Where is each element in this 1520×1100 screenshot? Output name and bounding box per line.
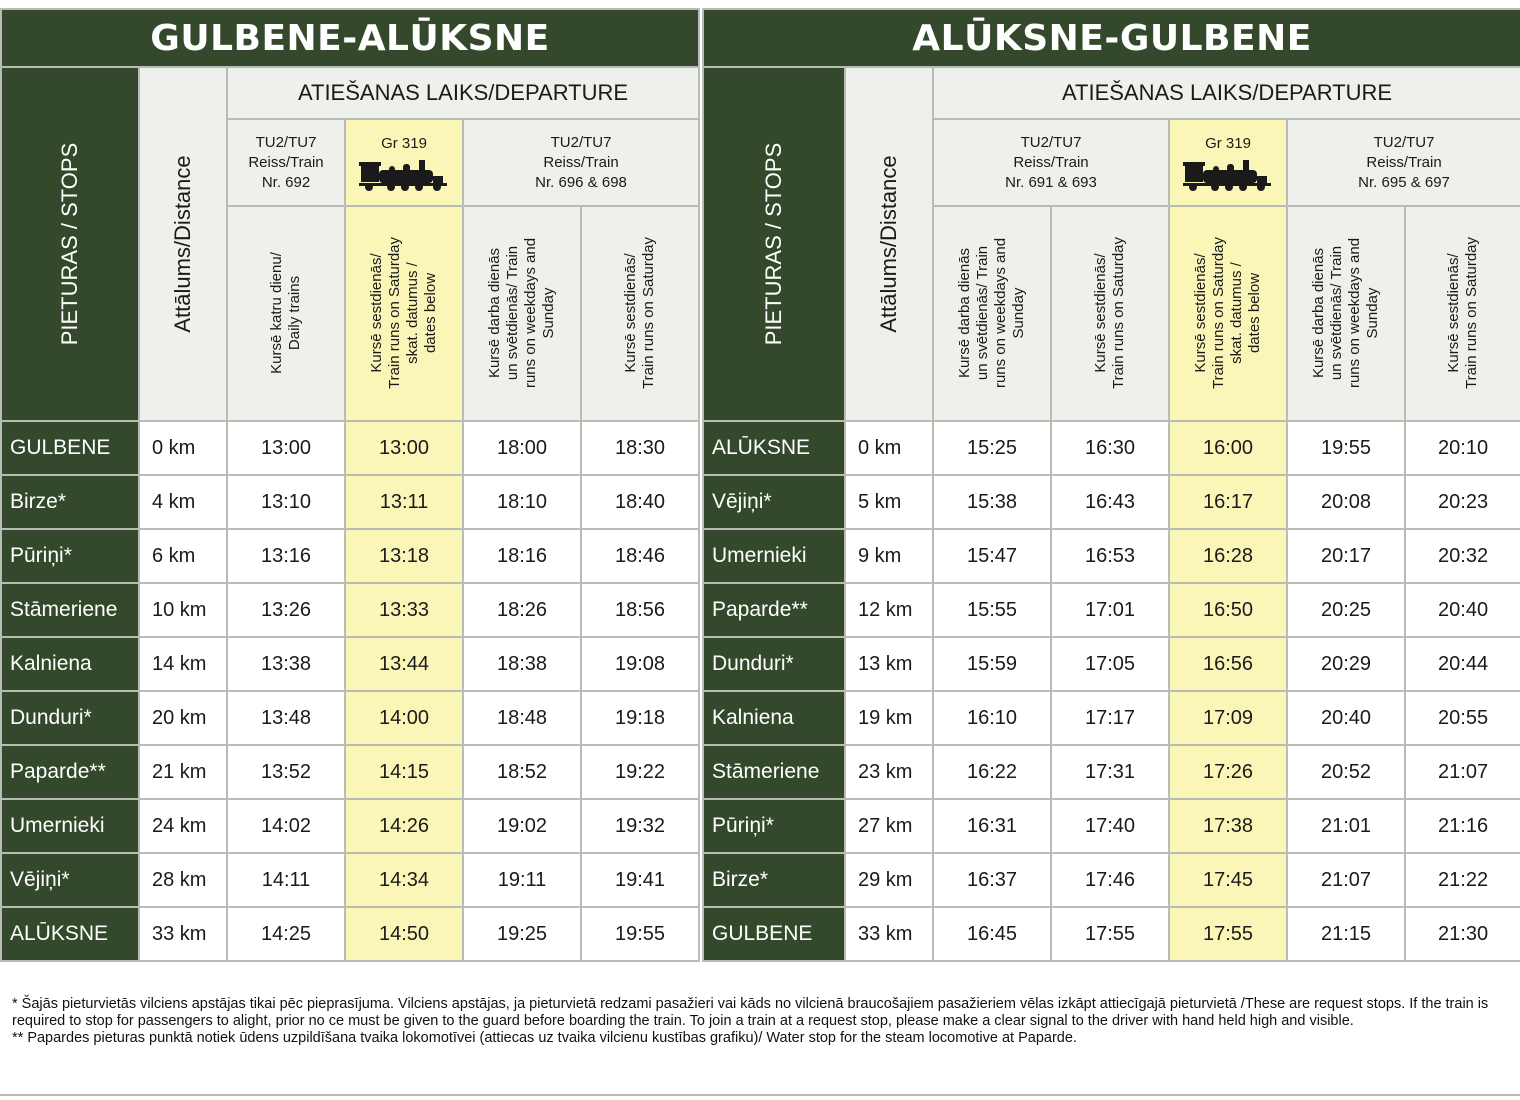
departure-time: 21:16 [1405, 799, 1520, 853]
distance-header-label: Attālums/Distance [876, 155, 901, 333]
stop-name: Paparde** [703, 583, 845, 637]
departure-time: 16:22 [933, 745, 1051, 799]
stop-name: Pūriņi* [703, 799, 845, 853]
table-row [1, 799, 699, 853]
departure-time: 17:31 [1051, 745, 1169, 799]
departure-time: 17:46 [1051, 853, 1169, 907]
col-header-saturday-gr319-label: Kursē sestdienās/ Train runs on Saturday skat. datumus / dates below [1192, 237, 1263, 390]
departure-time: 20:23 [1405, 475, 1520, 529]
departure-time: 20:32 [1405, 529, 1520, 583]
col-header-daily-label: Kursē katru dienu/ Daily trains [268, 252, 303, 375]
stop-distance: 28 km [139, 853, 227, 907]
departure-time: 17:09 [1169, 691, 1287, 745]
departure-time: 21:30 [1405, 907, 1520, 961]
departure-time: 18:48 [463, 691, 581, 745]
col-header-saturday-gr319 [345, 206, 463, 421]
departure-time: 13:18 [345, 529, 463, 583]
departure-time: 16:56 [1169, 637, 1287, 691]
col-header-weekdays [933, 206, 1051, 421]
departure-time: 13:00 [345, 421, 463, 475]
departure-time: 15:47 [933, 529, 1051, 583]
stop-distance: 4 km [139, 475, 227, 529]
rows-left [1, 421, 699, 961]
departure-time: 19:41 [581, 853, 699, 907]
stop-name: Stāmeriene [703, 745, 845, 799]
col-header-saturday [581, 206, 699, 421]
departure-header: ATIEŠANAS LAIKS/DEPARTURE [227, 67, 699, 119]
table-row [703, 799, 1520, 853]
departure-time: 20:40 [1287, 691, 1405, 745]
departure-time: 16:37 [933, 853, 1051, 907]
departure-time: 13:44 [345, 637, 463, 691]
departure-time: 16:10 [933, 691, 1051, 745]
stop-distance: 9 km [845, 529, 933, 583]
stop-distance: 14 km [139, 637, 227, 691]
stop-name: ALŪKSNE [703, 421, 845, 475]
departure-time: 20:52 [1287, 745, 1405, 799]
departure-time: 13:10 [227, 475, 345, 529]
departure-time: 18:40 [581, 475, 699, 529]
departure-header: ATIEŠANAS LAIKS/DEPARTURE [933, 67, 1520, 119]
departure-time: 16:53 [1051, 529, 1169, 583]
departure-time: 20:10 [1405, 421, 1520, 475]
stop-distance: 10 km [139, 583, 227, 637]
departure-time: 19:25 [463, 907, 581, 961]
table-row [703, 691, 1520, 745]
departure-time: 14:02 [227, 799, 345, 853]
stop-distance: 0 km [139, 421, 227, 475]
departure-time: 19:55 [1287, 421, 1405, 475]
departure-time: 17:01 [1051, 583, 1169, 637]
departure-time: 18:16 [463, 529, 581, 583]
departure-time: 17:45 [1169, 853, 1287, 907]
table-row [1, 421, 699, 475]
departure-time: 20:17 [1287, 529, 1405, 583]
stop-distance: 6 km [139, 529, 227, 583]
table-row [1, 691, 699, 745]
departure-time: 20:40 [1405, 583, 1520, 637]
col-header-daily [227, 206, 345, 421]
timetable-gulbene-aluksne [0, 8, 700, 982]
stop-distance: 27 km [845, 799, 933, 853]
steam-locomotive-icon [1183, 158, 1273, 192]
stop-distance: 13 km [845, 637, 933, 691]
stop-name: Pūriņi* [1, 529, 139, 583]
departure-time: 17:17 [1051, 691, 1169, 745]
departure-time: 16:00 [1169, 421, 1287, 475]
divider [0, 1094, 1520, 1096]
stop-name: GULBENE [703, 907, 845, 961]
stops-header-label: PIETURAS / STOPS [57, 142, 82, 346]
stops-header-label: PIETURAS / STOPS [761, 142, 786, 346]
departure-time: 19:11 [463, 853, 581, 907]
departure-time: 13:26 [227, 583, 345, 637]
departure-time: 17:05 [1051, 637, 1169, 691]
departure-time: 19:08 [581, 637, 699, 691]
col-header-weekdays-label: Kursē darba dienās un svētdienās/ Train runs on weekdays and Sunday [486, 238, 557, 389]
stop-distance: 12 km [845, 583, 933, 637]
departure-time: 13:38 [227, 637, 345, 691]
departure-time: 18:56 [581, 583, 699, 637]
stop-distance: 5 km [845, 475, 933, 529]
table-row [703, 475, 1520, 529]
table-row [703, 421, 1520, 475]
departure-time: 14:25 [227, 907, 345, 961]
departure-time: 20:44 [1405, 637, 1520, 691]
departure-time: 18:46 [581, 529, 699, 583]
stop-name: Dunduri* [703, 637, 845, 691]
stops-header [1, 67, 139, 421]
departure-time: 18:26 [463, 583, 581, 637]
train-group-691-693: TU2/TU7 Reiss/Train Nr. 691 & 693 [933, 119, 1169, 205]
stop-name: Umernieki [703, 529, 845, 583]
departure-time: 15:25 [933, 421, 1051, 475]
departure-time: 17:55 [1051, 907, 1169, 961]
col-header-saturday-label: Kursē sestdienās/ Train runs on Saturday [1092, 237, 1127, 390]
departure-time: 13:00 [227, 421, 345, 475]
departure-time: 19:32 [581, 799, 699, 853]
departure-time: 18:00 [463, 421, 581, 475]
departure-time: 16:45 [933, 907, 1051, 961]
departure-time: 18:52 [463, 745, 581, 799]
stop-distance: 24 km [139, 799, 227, 853]
departure-time: 14:11 [227, 853, 345, 907]
col-header-saturday-label: Kursē sestdienās/ Train runs on Saturday [622, 237, 658, 390]
departure-time: 18:10 [463, 475, 581, 529]
stop-distance: 21 km [139, 745, 227, 799]
stop-name: Birze* [1, 475, 139, 529]
stop-name: Paparde** [1, 745, 139, 799]
col-header-weekdays [463, 206, 581, 421]
col-header-saturday-gr319-label: Kursē sestdienās/ Train runs on Saturday skat. datumus / dates below [368, 237, 439, 390]
departure-time: 14:26 [345, 799, 463, 853]
table-row [1, 907, 699, 961]
table-row [703, 583, 1520, 637]
timetable-aluksne-gulbene [702, 8, 1520, 982]
departure-time: 15:59 [933, 637, 1051, 691]
col-header-weekdays-2 [1287, 206, 1405, 421]
departure-time: 19:22 [581, 745, 699, 799]
col-header-weekdays-label: Kursē darba dienās un svētdienās/ Train runs on weekdays and Sunday [956, 238, 1027, 389]
departure-time: 17:55 [1169, 907, 1287, 961]
stop-name: Vējiņi* [1, 853, 139, 907]
page-title-right: ALŪKSNE-GULBENE [703, 9, 1520, 67]
departure-time: 16:50 [1169, 583, 1287, 637]
distance-header-label: Attālums/Distance [170, 155, 195, 333]
departure-time: 18:30 [581, 421, 699, 475]
stop-name: Birze* [703, 853, 845, 907]
col-header-saturday-2-label: Kursē sestdienās/ Train runs on Saturday [1445, 237, 1481, 390]
col-header-saturday-2 [1405, 206, 1520, 421]
stop-name: Kalniena [703, 691, 845, 745]
departure-time: 21:22 [1405, 853, 1520, 907]
table-row [703, 529, 1520, 583]
departure-time: 13:11 [345, 475, 463, 529]
departure-time: 16:17 [1169, 475, 1287, 529]
table-row [703, 907, 1520, 961]
departure-time: 19:02 [463, 799, 581, 853]
departure-time: 16:30 [1051, 421, 1169, 475]
train-group-695-697: TU2/TU7 Reiss/Train Nr. 695 & 697 [1287, 119, 1520, 205]
table-row [703, 745, 1520, 799]
stop-distance: 29 km [845, 853, 933, 907]
departure-time: 21:01 [1287, 799, 1405, 853]
table-row [703, 853, 1520, 907]
stop-name: Kalniena [1, 637, 139, 691]
footnote-water-stop: ** Papardes pieturas punktā notiek ūdens uzpildīšana tvaika lokomotīvei (attiecas uz tvaika vilcienu kustības grafiku)/ Water stop for the steam locomotive at Paparde. [12, 1030, 1077, 1046]
train-group-gr319 [345, 119, 463, 205]
departure-time: 20:25 [1287, 583, 1405, 637]
timetable-left [0, 8, 700, 962]
departure-time: 13:52 [227, 745, 345, 799]
departure-time: 14:00 [345, 691, 463, 745]
timetable-right [702, 8, 1520, 962]
stop-distance: 19 km [845, 691, 933, 745]
col-header-saturday-gr319 [1169, 206, 1287, 421]
stop-distance: 33 km [845, 907, 933, 961]
departure-time: 13:16 [227, 529, 345, 583]
departure-time: 16:43 [1051, 475, 1169, 529]
departure-time: 19:55 [581, 907, 699, 961]
train-group-692: TU2/TU7 Reiss/Train Nr. 692 [227, 119, 345, 205]
stop-name: GULBENE [1, 421, 139, 475]
departure-time: 19:18 [581, 691, 699, 745]
table-row [703, 637, 1520, 691]
departure-time: 13:48 [227, 691, 345, 745]
departure-time: 16:31 [933, 799, 1051, 853]
departure-time: 13:33 [345, 583, 463, 637]
train-group-gr319-label: Gr 319 [1205, 134, 1251, 152]
table-row [1, 637, 699, 691]
footnotes [12, 996, 1512, 1047]
table-row [1, 853, 699, 907]
train-group-696-698: TU2/TU7 Reiss/Train Nr. 696 & 698 [463, 119, 699, 205]
stop-name: ALŪKSNE [1, 907, 139, 961]
stop-distance: 33 km [139, 907, 227, 961]
page-title-left: GULBENE-ALŪKSNE [1, 9, 699, 67]
stop-name: Stāmeriene [1, 583, 139, 637]
departure-time: 14:50 [345, 907, 463, 961]
col-header-weekdays-2-label: Kursē darba dienās un svētdienās/ Train runs on weekdays and Sunday [1310, 238, 1381, 389]
departure-time: 21:15 [1287, 907, 1405, 961]
stop-distance: 20 km [139, 691, 227, 745]
departure-time: 15:55 [933, 583, 1051, 637]
departure-time: 17:26 [1169, 745, 1287, 799]
table-row [1, 583, 699, 637]
footnote-request-stops: * Šajās pieturvietās vilciens apstājas tikai pēc pieprasījuma. Vilciens apstājas, ja pieturvietā redzami pasažieri vai kāds no vilcienā braucošajiem pasažieriem vēlas izkāpt attiecīgajā pieturvietā /These are request stops. If the train is required to stop for passengers to alight, prior no ce must be given to the guard before boarding the train. To join a train at a request stop, please make a clear signal to the driver with hand held high and visible. [12, 996, 1489, 1029]
departure-time: 14:34 [345, 853, 463, 907]
distance-header [139, 67, 227, 421]
stop-name: Umernieki [1, 799, 139, 853]
departure-time: 16:28 [1169, 529, 1287, 583]
steam-locomotive-icon [359, 158, 449, 192]
table-row [1, 475, 699, 529]
departure-time: 17:40 [1051, 799, 1169, 853]
stop-name: Dunduri* [1, 691, 139, 745]
train-group-gr319-label: Gr 319 [381, 134, 427, 152]
stops-header [703, 67, 845, 421]
departure-time: 21:07 [1287, 853, 1405, 907]
departure-time: 20:55 [1405, 691, 1520, 745]
train-group-gr319 [1169, 119, 1287, 205]
departure-time: 15:38 [933, 475, 1051, 529]
departure-time: 18:38 [463, 637, 581, 691]
departure-time: 21:07 [1405, 745, 1520, 799]
stop-name: Vējiņi* [703, 475, 845, 529]
departure-time: 14:15 [345, 745, 463, 799]
stop-distance: 0 km [845, 421, 933, 475]
col-header-saturday [1051, 206, 1169, 421]
table-row [1, 745, 699, 799]
distance-header [845, 67, 933, 421]
rows-right [703, 421, 1520, 961]
departure-time: 20:08 [1287, 475, 1405, 529]
table-row [1, 529, 699, 583]
departure-time: 17:38 [1169, 799, 1287, 853]
stop-distance: 23 km [845, 745, 933, 799]
departure-time: 20:29 [1287, 637, 1405, 691]
